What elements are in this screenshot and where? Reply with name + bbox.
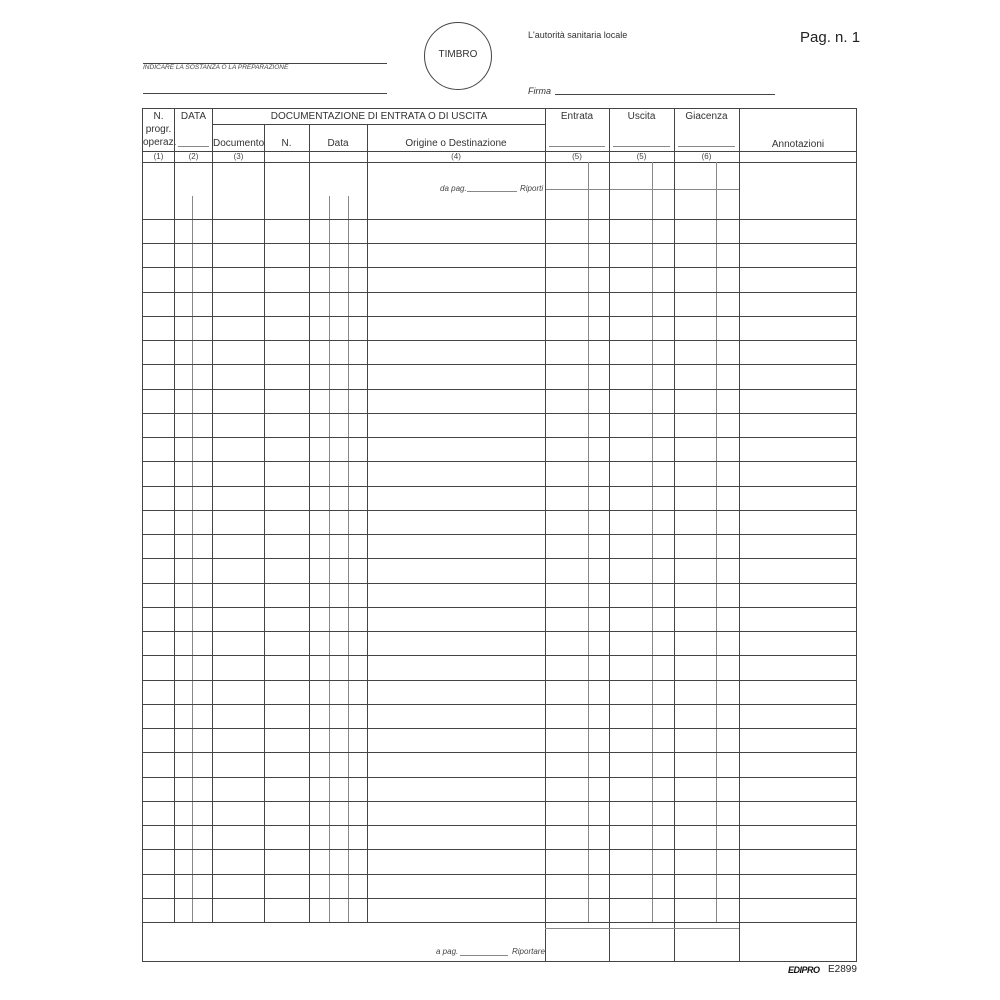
register-table bbox=[142, 108, 857, 962]
table-row-line bbox=[142, 219, 857, 220]
col-num-line2: progr. bbox=[145, 124, 172, 135]
table-row-line bbox=[142, 413, 857, 414]
uscita-underline bbox=[613, 146, 670, 147]
col-documento-header: Documento bbox=[213, 138, 265, 149]
table-row-line bbox=[142, 267, 857, 268]
entrata-decimal-divider bbox=[588, 162, 589, 922]
page-number: Pag. n. 1 bbox=[800, 29, 861, 46]
riportare-label: Riportare bbox=[512, 947, 545, 956]
table-row-line bbox=[142, 898, 857, 899]
riportare-underline bbox=[545, 928, 739, 929]
column-divider bbox=[212, 108, 213, 922]
riportare-to: a pag. bbox=[436, 947, 459, 956]
table-row-line bbox=[142, 607, 857, 608]
table-row-line bbox=[142, 292, 857, 293]
group-doc-header: DOCUMENTAZIONE DI ENTRATA O DI USCITA bbox=[270, 111, 488, 122]
colnum-4: (4) bbox=[451, 152, 461, 161]
substance-label: INDICARE LA SOSTANZA O LA PREPARAZIONE bbox=[143, 64, 289, 71]
table-row-line bbox=[142, 825, 857, 826]
col-origine-header: Origine o Destinazione bbox=[405, 138, 507, 149]
colnum-3: (3) bbox=[233, 152, 244, 161]
riportare-to-line bbox=[460, 955, 508, 956]
authority-label: L'autorità sanitaria locale bbox=[528, 30, 628, 40]
col-num-line3: operaz. bbox=[143, 137, 177, 148]
giacenza-decimal-divider bbox=[716, 162, 717, 922]
table-row-line bbox=[142, 510, 857, 511]
substance-line-2 bbox=[143, 93, 387, 94]
table-row-line bbox=[142, 364, 857, 365]
colnum-5a: (5) bbox=[572, 152, 582, 161]
entrata-underline bbox=[549, 146, 605, 147]
colnum-bottom-line bbox=[142, 162, 857, 163]
col-annotazioni-header: Annotazioni bbox=[771, 139, 825, 150]
table-row-line bbox=[142, 583, 857, 584]
table-row-line bbox=[142, 558, 857, 559]
table-row-line bbox=[142, 849, 857, 850]
table-row-line bbox=[142, 316, 857, 317]
table-row-line bbox=[142, 874, 857, 875]
doc-data-month-divider bbox=[348, 196, 349, 922]
col-entrata-header: Entrata bbox=[560, 111, 594, 122]
table-row-line bbox=[142, 243, 857, 244]
col-data-underline bbox=[178, 146, 209, 147]
group-doc-divider bbox=[212, 124, 545, 125]
table-row-line bbox=[142, 437, 857, 438]
colnum-6: (6) bbox=[701, 152, 712, 161]
riporti-underline bbox=[545, 189, 739, 190]
table-row-line bbox=[142, 801, 857, 802]
col-data-header: DATA bbox=[180, 111, 207, 122]
form-code: E2899 bbox=[828, 964, 857, 975]
col-uscita-header: Uscita bbox=[627, 111, 656, 122]
table-row-line bbox=[142, 461, 857, 462]
table-row-line bbox=[142, 534, 857, 535]
signature-line bbox=[555, 94, 775, 95]
col-giacenza-header: Giacenza bbox=[685, 111, 728, 122]
colnum-2: (2) bbox=[188, 152, 199, 161]
signature-label: Firma bbox=[528, 86, 551, 96]
data-day-divider bbox=[192, 196, 193, 922]
doc-data-day-divider bbox=[329, 196, 330, 922]
table-row-line bbox=[142, 922, 857, 923]
riporti-from: da pag. bbox=[440, 184, 467, 193]
riporti-from-line bbox=[467, 191, 517, 192]
column-divider bbox=[609, 108, 610, 922]
colnum-1: (1) bbox=[153, 152, 164, 161]
col-num-line1: N. bbox=[153, 111, 164, 122]
table-row-line bbox=[142, 704, 857, 705]
uscita-decimal-divider bbox=[652, 162, 653, 922]
table-row-line bbox=[142, 631, 857, 632]
col-doc-data-header: Data bbox=[327, 138, 349, 149]
footer-column-divider bbox=[739, 922, 740, 962]
column-divider bbox=[739, 108, 740, 922]
table-row-line bbox=[142, 340, 857, 341]
table-row-line bbox=[142, 389, 857, 390]
col-n-header: N. bbox=[281, 138, 292, 149]
table-row-line bbox=[142, 680, 857, 681]
brand-logo: EDIPRO bbox=[788, 965, 820, 975]
table-row-line bbox=[142, 752, 857, 753]
column-divider bbox=[174, 108, 175, 922]
column-divider bbox=[674, 108, 675, 922]
header-bottom-line bbox=[142, 151, 857, 152]
colnum-5b: (5) bbox=[636, 152, 647, 161]
table-row-line bbox=[142, 728, 857, 729]
column-divider bbox=[545, 108, 546, 922]
giacenza-underline bbox=[678, 146, 735, 147]
table-row-line bbox=[142, 655, 857, 656]
table-row-line bbox=[142, 777, 857, 778]
stamp-label: TIMBRO bbox=[438, 49, 478, 60]
riporti-label: Riporti bbox=[520, 184, 544, 193]
table-row-line bbox=[142, 486, 857, 487]
